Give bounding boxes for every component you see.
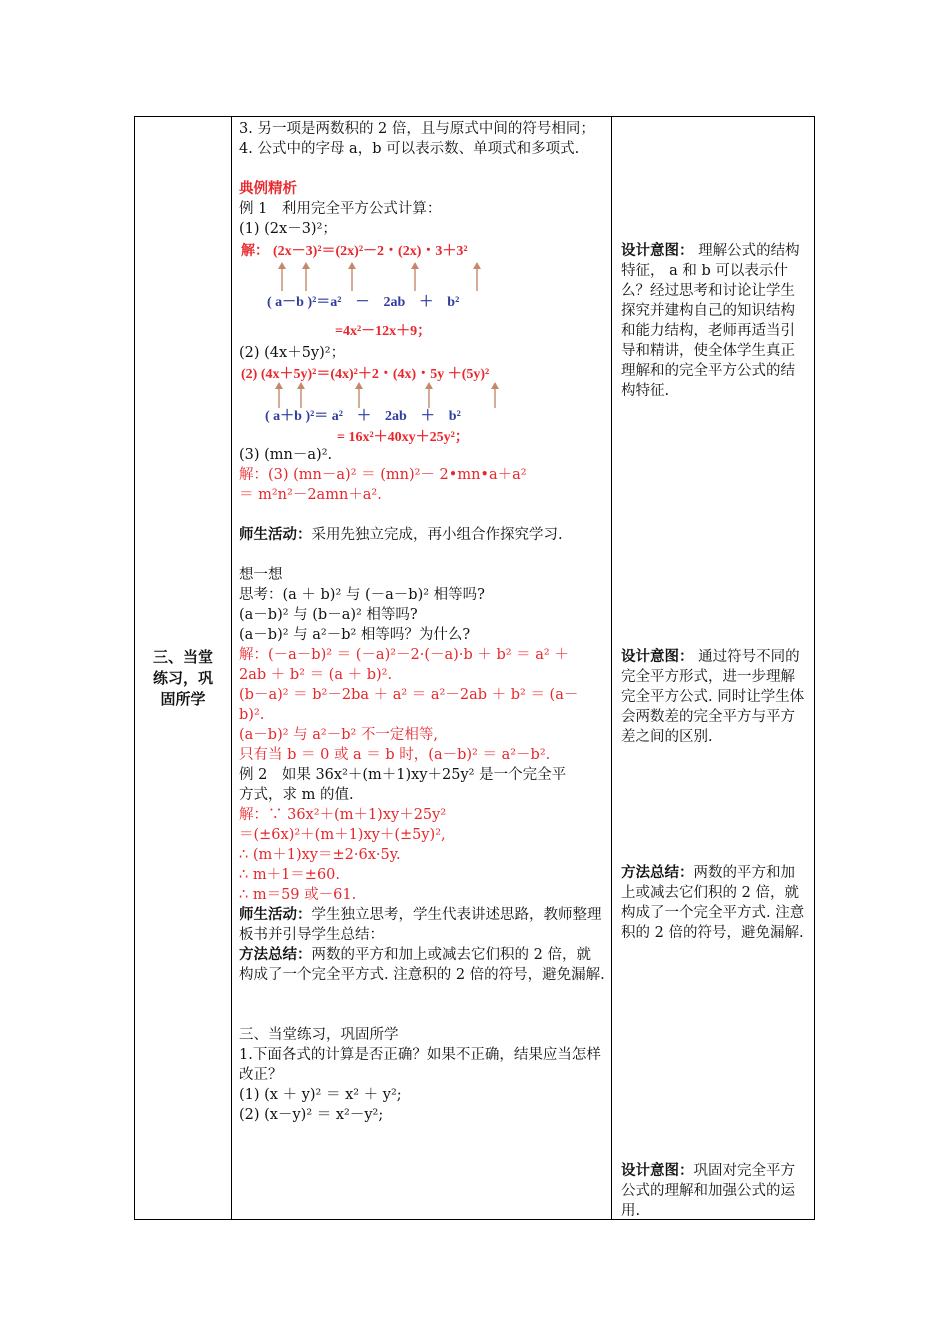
think-solution-2a: (b－a)² ＝ b²－2ba ＋ a² ＝ a²－2ab ＋ b² ＝ (a－ (239, 687, 579, 703)
fig2-expression: (2) (4x＋5y)²＝(4x)²＋2・(4x)・5y ＋(5y)² (241, 367, 490, 382)
think-question-3: (a－b)² 与 a²－b² 相等吗？为什么? (239, 627, 471, 643)
practice-heading (239, 1025, 605, 1045)
activity-2-label: 师生活动： (239, 907, 312, 923)
method-note (621, 863, 807, 943)
think-solution-1b: 2ab ＋ b² ＝ (a ＋ b)². (239, 667, 393, 683)
design-note-4 (621, 1161, 807, 1221)
fig2-arrows (275, 382, 499, 408)
method-note-title: 方法总结： (621, 865, 694, 881)
think-solution-1a: 解：(－a－b)² ＝ (－a)²－2·(－a)·b ＋ b² ＝ a² ＋ (239, 647, 569, 663)
fig1-pattern: ( a－b )²＝a² － 2ab ＋ b² (267, 295, 460, 310)
think-question-2: (a－b)² 与 (b－a)² 相等吗? (239, 607, 418, 623)
fig1-result: =4x²－12x＋9； (335, 324, 432, 339)
example-2-solution-3: ∴ (m＋1)xy＝±2·6x·5y. (239, 847, 401, 863)
fig1-expression: (2x－3)²＝(2x)²－2・(2x)・3＋3² (273, 244, 468, 259)
section-label: 三、当堂练习，巩固所学 (152, 647, 213, 708)
think-title: 想一想 (239, 567, 283, 583)
example-1-solution-3b: ＝ m²n²－2amn＋a². (239, 487, 382, 503)
example-2-solution-4: ∴ m＋1＝±60. (239, 867, 341, 883)
method-summary (239, 945, 605, 985)
design-note-4-title: 设计意图： (621, 1163, 694, 1179)
column-divider (611, 117, 612, 1219)
rule-3: 3. 另一项是两数积的 2 倍，且与原式中间的符号相同； (239, 121, 595, 137)
fig2-result: = 16x²＋40xy＋25y²； (337, 430, 469, 445)
design-note-2-title: 设计意图： (621, 649, 694, 665)
examples-heading: 典例精析 (239, 181, 297, 197)
example-1-title: 例 1 利用完全平方公式计算： (239, 201, 442, 217)
activity-1-text: 采用先独立完成，再小组合作探究学习. (311, 527, 563, 543)
fig1-arrows (278, 262, 481, 291)
method-summary-label: 方法总结： (239, 947, 312, 963)
formula-figure-1 (239, 239, 605, 343)
design-note-1-text: 理解公式的结构特征， a 和 b 可以表示什么？经过思考和讨论让学生探究并建构自己的知识结构和能力结构，老师再适当引导和精讲，使全体学生真正理解和的完全平方公式的结构特征. (621, 243, 800, 399)
example-1-solution-3a: 解：(3) (mn－a)² ＝ (mn)²－ 2•mn•a＋a² (239, 467, 527, 483)
example-2-line-2: 方式，求 m 的值. (239, 787, 354, 803)
design-note-2-text: 通过符号不同的完全平方形式，进一步理解完全平方公式. 同时让学生体会两数差的完全平方与平方差之间的区别. (621, 649, 805, 745)
design-note-2 (621, 647, 807, 747)
lesson-table (134, 116, 815, 1220)
fig1-solution-label: 解： (241, 244, 269, 259)
section-cell (135, 117, 231, 1219)
fig2-pattern: ( a＋b )²＝ a² ＋ 2ab ＋ b² (265, 409, 461, 424)
practice-item-1: (1) (x ＋ y)² ＝ x² ＋ y²; (239, 1087, 402, 1103)
activity-2 (239, 905, 605, 945)
example-2-solution-1: 解：∵ 36x²＋(m＋1)xy＋25y² (239, 807, 447, 823)
example-2-line-1: 例 2 如果 36x²＋(m＋1)xy＋25y² 是一个完全平 (239, 767, 567, 783)
design-note-4-text: 巩固对完全平方公式的理解和加强公式的运用. (621, 1163, 795, 1219)
example-2-solution-2: ＝(±6x)²＋(m＋1)xy＋(±5y)², (239, 827, 446, 843)
think-question-1: 思考：(a ＋ b)² 与 (－a－b)² 相等吗? (239, 587, 485, 603)
method-note-text: 两数的平方和加上或减去它们积的 2 倍，就构成了一个完全平方式. 注意积的 2 倍的符号，避免漏解. (621, 865, 805, 941)
example-2-solution-5: ∴ m＝59 或－61. (239, 887, 357, 903)
column-divider (231, 117, 232, 1219)
think-solution-3a: (a－b)² 与 a²－b² 不一定相等, (239, 727, 439, 743)
practice-question: 1.下面各式的计算是否正确？如果不正确，结果应当怎样改正？ (239, 1047, 601, 1083)
activity-1 (239, 525, 605, 545)
think-solution-2b: b)². (239, 707, 265, 723)
activity-1-label: 师生活动： (239, 527, 312, 543)
think-solution-3b: 只有当 b ＝ 0 或 a ＝ b 时，(a－b)² ＝ a²－b². (239, 747, 551, 763)
design-note-1 (621, 241, 807, 401)
design-note-1-title: 设计意图： (621, 243, 694, 259)
example-1-q3: (3) (mn－a)². (239, 447, 333, 463)
rule-4: 4. 公式中的字母 a，b 可以表示数、单项式和多项式. (239, 141, 580, 157)
activity-2-text: 学生独立思考，学生代表讲述思路，教师整理板书并引导学生总结： (239, 907, 602, 943)
practice-heading-text: 三、当堂练习，巩固所学 (239, 1027, 399, 1043)
practice-item-2: (2) (x－y)² ＝ x²－y²; (239, 1107, 384, 1123)
content-cell (239, 119, 605, 1125)
method-summary-text: 两数的平方和加上或减去它们积的 2 倍，就构成了一个完全平方式. 注意积的 2 倍的符号，避免漏解. (239, 947, 605, 983)
example-1-q2: (2) (4x＋5y)²； (239, 345, 346, 361)
example-1-q1: (1) (2x－3)²； (239, 221, 337, 237)
formula-figure-2 (239, 363, 605, 445)
